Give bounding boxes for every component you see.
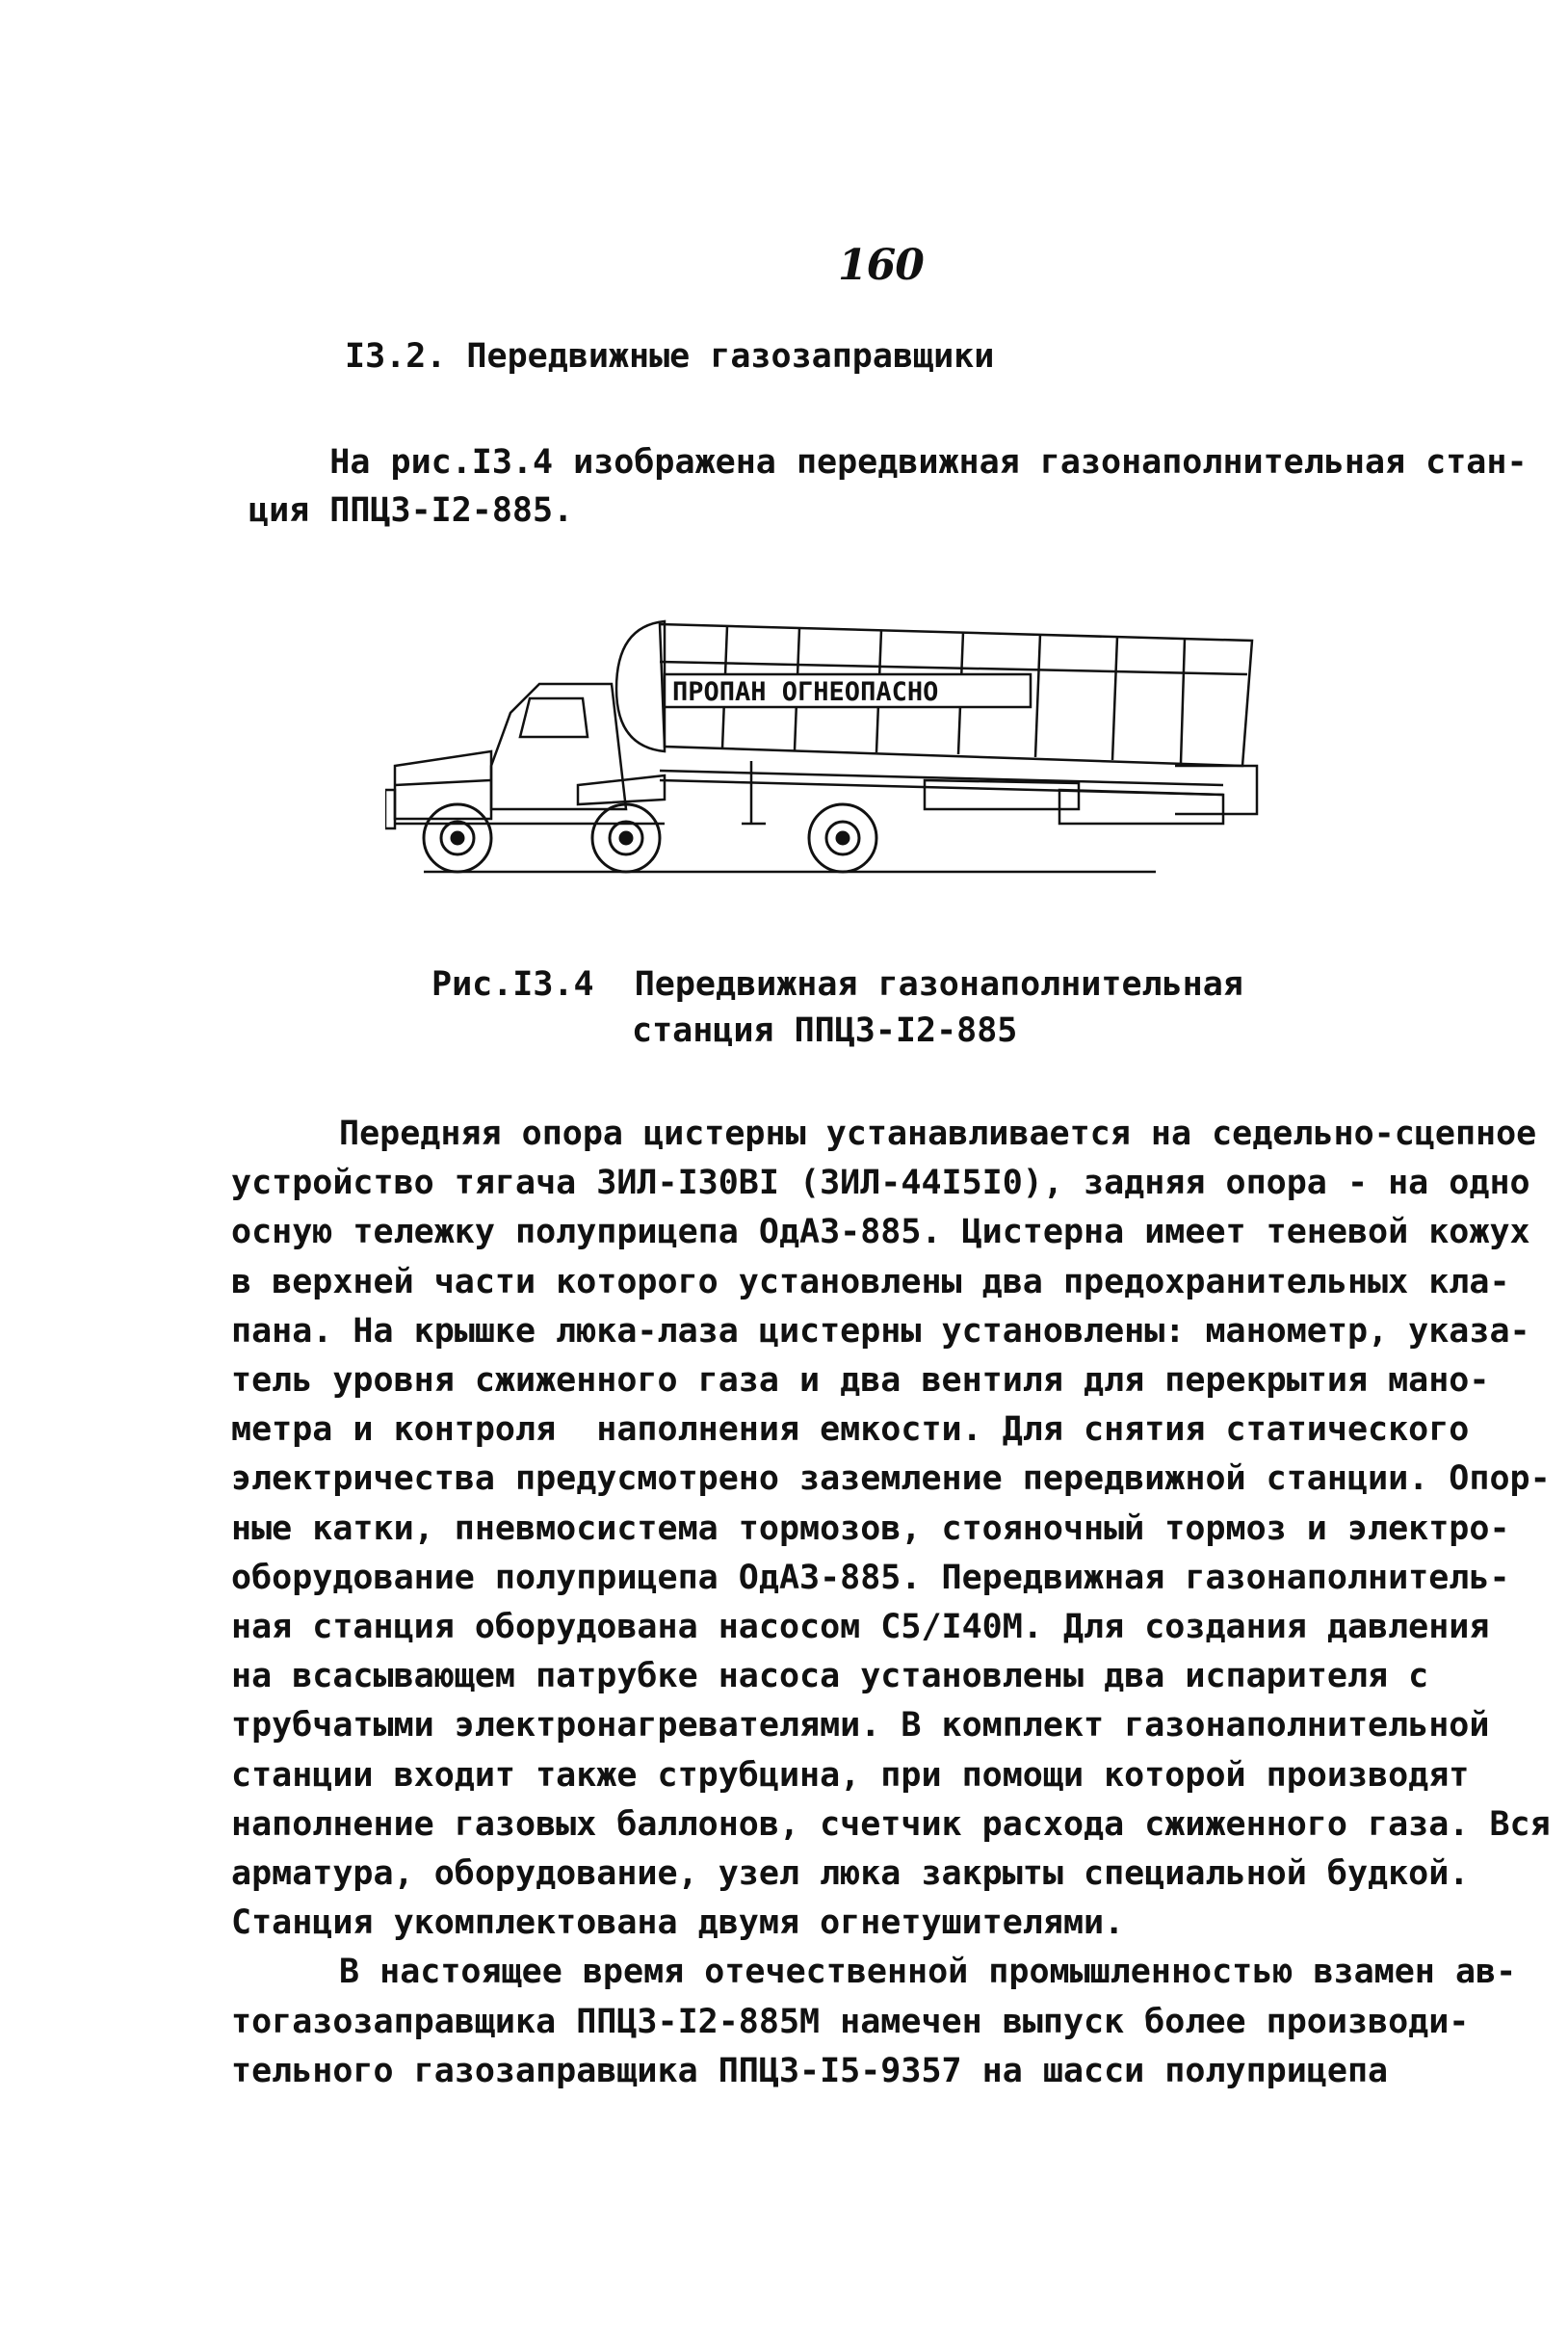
body-line: тогазозаправщика ППЦЗ-I2-885М намечен выпуск более производи- (231, 2002, 1470, 2041)
body-line: Передняя опора цистерны устанавливается на седельно-сцепное (339, 1115, 1537, 1153)
body-line: станции входит также струбцина, при помощи которой производят (231, 1755, 1470, 1795)
body-line: в верхней части которого установлены два предохранительных кла- (231, 1262, 1510, 1301)
figure-caption (431, 961, 1298, 1054)
body-line: электричества предусмотрено заземление передвижной станции. Опор- (231, 1459, 1551, 1499)
body-line: трубчатыми электронагревателями. В комплект газонаполнительной (231, 1706, 1490, 1745)
caption-line-2: станция ППЦЗ-I2-885 (632, 1011, 1018, 1050)
figure-gas-station-truck (385, 592, 1271, 910)
intro-line: На рис.I3.4 изображена передвижная газонаполнительная стан- (248, 443, 1528, 482)
body-line: ные катки, пневмосистема тормозов, стояночный тормоз и электро- (231, 1509, 1510, 1548)
truck-drawing (385, 592, 1271, 910)
truck-cab (491, 684, 626, 809)
caption-line-1: Рис.I3.4 Передвижная газонаполнительная (431, 965, 1243, 1004)
body-text (231, 1110, 1551, 2096)
body-line: Станция укомплектована двумя огнетушителями. (231, 1903, 1125, 1943)
tank-lettering: ПРОПАН ОГНЕОПАСНО (672, 677, 939, 707)
tank-front-dome (616, 621, 665, 751)
body-line: арматура, оборудование, узел люка закрыты специальной будкой. (231, 1854, 1470, 1894)
body-line: устройство тягача ЗИЛ-I30BI (ЗИЛ-44I5I0), задняя опора - на одно (231, 1164, 1530, 1203)
intro-paragraph (248, 438, 1528, 535)
intro-line: ция ППЦЗ-I2-885. (248, 491, 574, 531)
body-line: наполнение газовых баллонов, счетчик расхода сжиженного газа. Вся (231, 1804, 1551, 1844)
section-heading: I3.2. Передвижные газозаправщики (345, 337, 995, 376)
body-line: ная станция оборудована насосом С5/I40М. Для создания давления (231, 1608, 1490, 1647)
body-line: пана. На крышке люка-лаза цистерны установлены: манометр, указа- (231, 1311, 1530, 1351)
page-number: 160 (838, 241, 924, 290)
body-line: на всасывающем патрубке насоса установлены два испарителя с (231, 1657, 1429, 1696)
body-line: оборудование полуприцепа ОдАЗ-885. Передвижная газонаполнитель- (231, 1558, 1510, 1597)
body-line: тель уровня сжиженного газа и два вентиля для перекрытия мано- (231, 1361, 1490, 1401)
body-line: осную тележку полуприцепа ОдАЗ-885. Цистерна имеет теневой кожух (231, 1213, 1530, 1252)
body-line: В настоящее время отечественной промышленностью взамен ав- (339, 1953, 1517, 1992)
body-line: тельного газозаправщика ППЦЗ-I5-9357 на шасси полуприцепа (231, 2051, 1389, 2090)
body-line: метра и контроля наполнения емкости. Для снятия статического (231, 1410, 1470, 1450)
